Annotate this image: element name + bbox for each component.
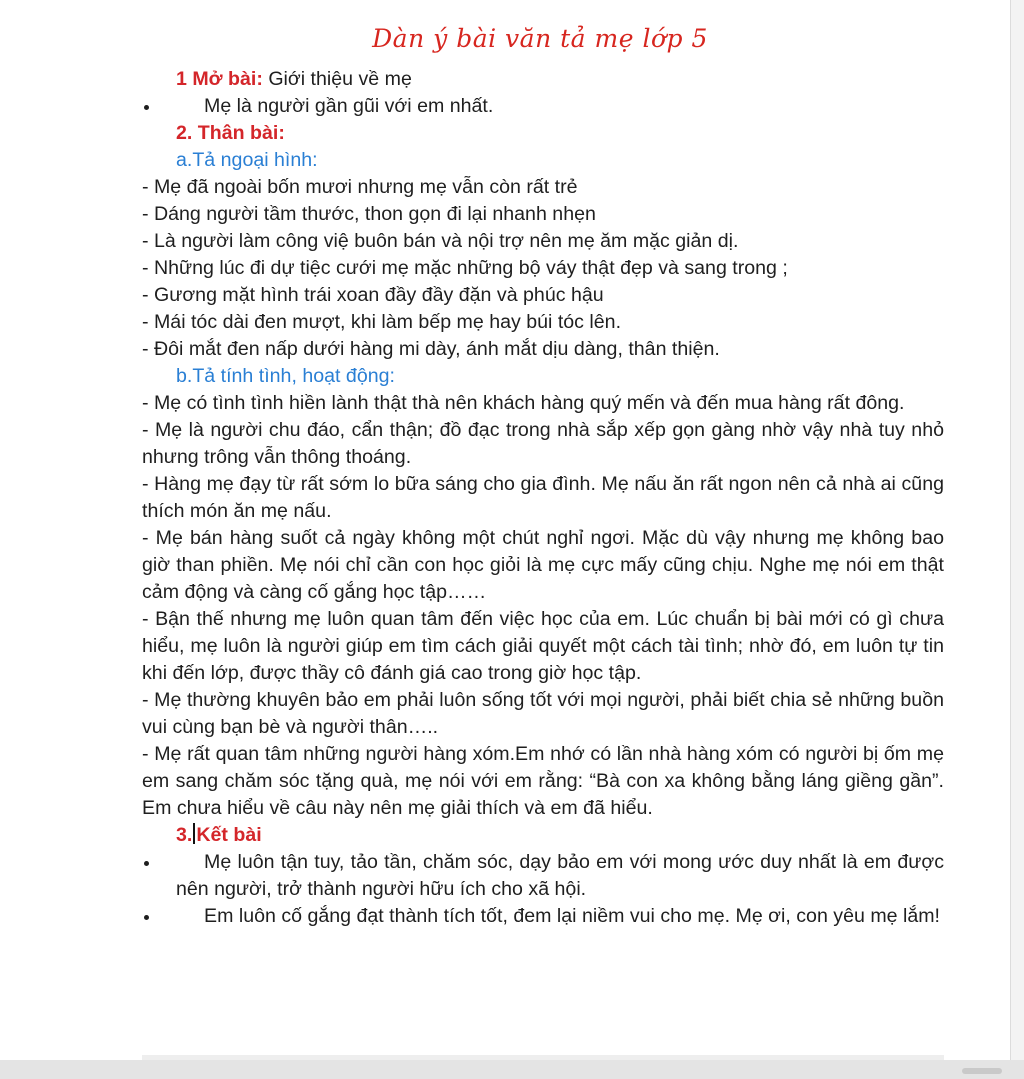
document-body — [142, 66, 944, 930]
conclusion-bullet-text: Mẹ luôn tận tuy, tảo tần, chăm sóc, dạy bảo em với mong ước duy nhất là em được nên người, trở thành người hữu ích cho xã hội. — [176, 851, 944, 900]
section-a-line: - Mái tóc dài đen mượt, khi làm bếp mẹ hay búi tóc lên. — [142, 311, 622, 333]
scrollbar-thumb[interactable] — [962, 1068, 1002, 1074]
intro-label: 1 Mở bài: — [176, 68, 263, 90]
conclusion-heading — [142, 822, 944, 849]
intro-bullet — [142, 93, 944, 120]
section-a-line: - Gương mặt hình trái xoan đầy đầy đặn và phúc hậu — [142, 284, 604, 306]
intro-text: Giới thiệu về mẹ — [262, 68, 412, 90]
section-a-line: - Những lúc đi dự tiệc cưới mẹ mặc những bộ váy thật đẹp và sang trong ; — [142, 257, 788, 279]
right-edge — [1010, 0, 1024, 1079]
section-b-paragraph: - Mẹ là người chu đáo, cẩn thận; đồ đạc trong nhà sắp xếp gọn gàng nhờ vậy nhà tuy nhỏ nhưng trông vẫn thông thoáng. — [142, 419, 944, 468]
bullet-dot — [144, 861, 149, 866]
document-title: Dàn ý bài văn tả mẹ lớp 5 — [372, 24, 708, 53]
bullet-dot — [144, 915, 149, 920]
horizontal-scrollbar[interactable] — [0, 1060, 1024, 1079]
section-b-title: b.Tả tính tình, hoạt động: — [176, 365, 395, 387]
conclusion-bullet — [142, 903, 944, 930]
section-a-line: - Đôi mắt đen nấp dưới hàng mi dày, ánh mắt dịu dàng, thân thiện. — [142, 338, 720, 360]
intro-heading — [142, 66, 944, 93]
section-b-paragraph: - Hàng mẹ đạy từ rất sớm lo bữa sáng cho gia đình. Mẹ nấu ăn rất ngon nên cả nhà ai cũng thích món ăn mẹ nấu. — [142, 473, 944, 522]
conclusion-number: 3. — [176, 824, 193, 846]
bullet-dot — [144, 105, 149, 110]
conclusion-label: Kết bài — [196, 824, 262, 846]
conclusion-bullet — [142, 849, 944, 903]
section-a-line: - Mẹ đã ngoài bốn mươi nhưng mẹ vẫn còn rất trẻ — [142, 176, 578, 198]
section-b-paragraph: - Mẹ có tình tình hiền lành thật thà nên khách hàng quý mến và đến mua hàng rất đông. — [142, 392, 905, 414]
section-b-paragraph: - Bận thế nhưng mẹ luôn quan tâm đến việc học của em. Lúc chuẩn bị bài mới có gì chưa hiểu, mẹ luôn là người giúp em tìm cách giải quyết một cách tài tình; nhờ đó, em luôn tự tin khi đến lớp, được thầy cô đánh giá cao trong giờ học tập. — [142, 608, 944, 684]
intro-bullet-text: Mẹ là người gần gũi với em nhất. — [204, 95, 494, 117]
section-b-paragraph: - Mẹ bán hàng suốt cả ngày không một chút nghỉ ngơi. Mặc dù vậy nhưng mẹ không bao giờ than phiền. Mẹ nói chỉ cần con học giỏi là mẹ cực mấy cũng chịu. Nghe mẹ nói em thật cảm động và càng cố gắng học tập…… — [142, 527, 944, 603]
section-a-line: - Dáng người tầm thước, thon gọn đi lại nhanh nhẹn — [142, 203, 596, 225]
conclusion-bullet-text: Em luôn cố gắng đạt thành tích tốt, đem lại niềm vui cho mẹ. Mẹ ơi, con yêu mẹ lắm! — [204, 905, 940, 927]
section-b-paragraph: - Mẹ rất quan tâm những người hàng xóm.Em nhớ có lần nhà hàng xóm có người bị ốm mẹ em sang chăm sóc tặng quà, mẹ nói với em rằng: “Bà con xa không bằng láng giềng gần”. Em chưa hiểu về câu này nên mẹ giải thích và em đã hiểu. — [142, 743, 944, 819]
body-label: 2. Thân bài: — [176, 122, 285, 144]
section-a-title: a.Tả ngoại hình: — [176, 149, 318, 171]
section-b-paragraph: - Mẹ thường khuyên bảo em phải luôn sống tốt với mọi người, phải biết chia sẻ những buồn vui cùng bạn bè và người thân….. — [142, 689, 944, 738]
section-a-line: - Là người làm công việ buôn bán và nội trợ nên mẹ ăm mặc giản dị. — [142, 230, 739, 252]
body-heading — [142, 120, 944, 147]
